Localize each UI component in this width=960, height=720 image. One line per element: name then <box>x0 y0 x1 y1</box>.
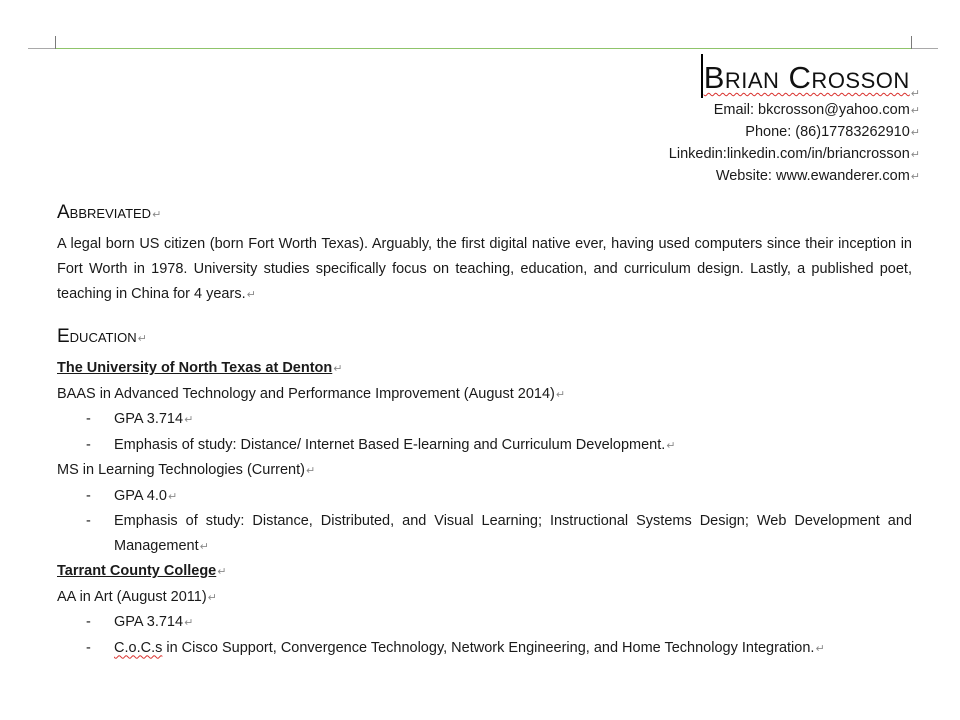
degree-title[interactable]: MS in Learning Technologies (Current)↵ <box>57 462 316 478</box>
header-block <box>669 52 920 188</box>
header-boundary-line <box>55 48 911 49</box>
dash-bullet: - <box>86 411 91 427</box>
section-heading-education[interactable]: Education↵ <box>57 326 147 347</box>
paragraph-mark-icon: ↵ <box>152 209 162 221</box>
dash-bullet: - <box>86 614 91 630</box>
paragraph-mark-icon: ↵ <box>305 465 316 477</box>
phone-value[interactable]: (86)17783262910 <box>795 124 910 140</box>
paragraph-mark-icon: ↵ <box>910 171 920 183</box>
website-value[interactable]: www.ewanderer.com <box>776 168 910 184</box>
header-margin-guide-left <box>28 48 55 49</box>
bullet-text: C.o.C.s in Cisco Support, Convergence Technology, Network Engineering, and Home Technology Integration. <box>114 639 815 656</box>
paragraph-mark-icon: ↵ <box>246 289 256 301</box>
left-margin-marker <box>55 36 56 49</box>
degree-title[interactable]: BAAS in Advanced Technology and Performance Improvement (August 2014)↵ <box>57 385 566 402</box>
paragraph-mark-icon: ↵ <box>910 127 920 139</box>
bullet-text: GPA 3.714 <box>114 614 184 630</box>
paragraph-mark-icon: ↵ <box>217 566 227 578</box>
paragraph-mark-icon: ↵ <box>184 617 194 629</box>
list-item[interactable] <box>57 484 912 510</box>
school-name[interactable]: Tarrant County College↵ <box>57 563 227 579</box>
paragraph-mark-icon: ↵ <box>167 490 178 503</box>
list-item[interactable] <box>57 610 912 636</box>
paragraph-mark-icon: ↵ <box>199 540 209 553</box>
contact-label: Email: <box>713 102 755 118</box>
paragraph-mark-icon: ↵ <box>910 88 920 100</box>
contact-website[interactable] <box>669 166 920 188</box>
dash-bullet: - <box>86 513 91 529</box>
email-value[interactable]: bkcrosson@yahoo.com <box>758 102 910 118</box>
document-body <box>57 196 912 661</box>
list-item[interactable] <box>57 509 912 559</box>
paragraph-mark-icon: ↵ <box>184 414 194 426</box>
list-item[interactable] <box>57 433 912 459</box>
right-margin-marker <box>911 36 912 49</box>
dash-bullet: - <box>86 487 91 504</box>
contact-label: Phone: <box>745 124 792 140</box>
contact-email[interactable] <box>669 100 920 122</box>
resume-name[interactable]: Brian Crosson <box>703 60 910 95</box>
paragraph-mark-icon: ↵ <box>207 591 217 604</box>
degree-title[interactable]: AA in Art (August 2011)↵ <box>57 588 217 605</box>
bullet-text: Emphasis of study: Distance/ Internet Based E-learning and Curriculum Development. <box>114 436 666 453</box>
list-item[interactable] <box>57 636 912 662</box>
bullet-text: Emphasis of study: Distance, Distributed, and Visual Learning; Instructional Systems Design; Web Development and Management <box>114 513 912 554</box>
contact-linkedin[interactable] <box>669 144 920 166</box>
contact-label: Website: <box>715 168 772 184</box>
name-line[interactable] <box>669 52 920 100</box>
section-heading-abbreviated[interactable]: Abbreviated↵ <box>57 202 162 223</box>
dash-bullet: - <box>86 639 91 656</box>
paragraph-mark-icon: ↵ <box>910 105 920 117</box>
paragraph-mark-icon: ↵ <box>666 439 676 452</box>
paragraph-mark-icon: ↵ <box>137 333 147 345</box>
text-cursor <box>701 54 703 98</box>
linkedin-value[interactable]: linkedin.com/in/briancrosson <box>726 146 910 162</box>
bullet-text: GPA 4.0 <box>114 487 167 504</box>
bullet-text: GPA 3.714 <box>114 411 184 427</box>
paragraph-mark-icon: ↵ <box>815 642 825 655</box>
abbreviated-paragraph[interactable]: A legal born US citizen (born Fort Worth Texas). Arguably, the first digital native ever, having used computers since their inception in Fort Worth in 1978. University studies specifically focus on teaching, education, and curriculum design. Lastly, a published poet, teaching in China for 4 years.↵ <box>57 236 912 302</box>
paragraph-mark-icon: ↵ <box>555 388 566 401</box>
school-name[interactable]: The University of North Texas at Denton↵ <box>57 360 343 376</box>
dash-bullet: - <box>86 436 91 453</box>
list-item[interactable] <box>57 407 912 433</box>
contact-label: Linkedin: <box>668 146 727 162</box>
header-margin-guide-right <box>911 48 938 49</box>
paragraph-mark-icon: ↵ <box>333 363 343 375</box>
paragraph-mark-icon: ↵ <box>910 149 920 161</box>
contact-phone[interactable] <box>669 122 920 144</box>
